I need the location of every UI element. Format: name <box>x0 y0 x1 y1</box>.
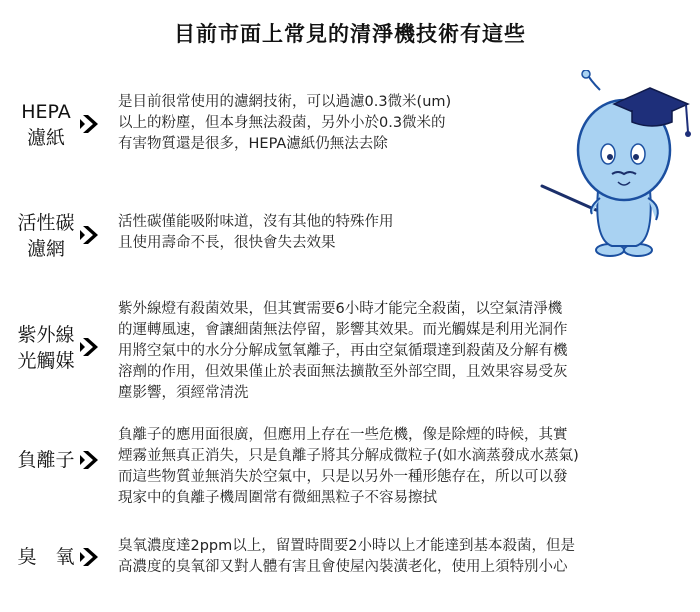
arrow-right-icon <box>80 113 102 135</box>
desc-line: 且使用壽命不長，很快會失去效果 <box>118 235 336 251</box>
arrow-right-icon <box>80 336 102 358</box>
label-ozone <box>0 544 92 570</box>
pointer-stick <box>542 186 596 210</box>
arrow-right-icon <box>80 224 102 246</box>
label-uv-line2: 光觸媒 <box>17 350 75 372</box>
label-ion-line1: 負離子 <box>17 449 75 471</box>
desc-line: 以上的粉塵，但本身無法殺菌，另外小於0.3微米的 <box>118 115 446 131</box>
page-title: 目前市面上常見的清淨機技術有這些 <box>174 22 526 46</box>
arrow-right-icon <box>80 546 102 568</box>
label-ozone-line1: 臭 氧 <box>17 546 75 568</box>
label-carbon-line2: 濾網 <box>26 238 65 260</box>
label-uv-line1: 紫外線 <box>17 324 75 346</box>
label-negative-ion <box>0 447 92 473</box>
label-uv-photocatalyst <box>0 322 92 374</box>
desc-line: 是目前很常使用的濾網技術，可以過濾0.3微米(um) <box>118 94 452 110</box>
desc-line: 塵影響，須經常清洗 <box>118 385 249 401</box>
label-activated-carbon <box>0 210 92 262</box>
desc-line: 有害物質還是很多，HEPA濾紙仍無法去除 <box>118 136 388 152</box>
desc-line: 負離子的應用面很廣，但應用上存在一些危機，像是除煙的時候，其實 <box>118 427 568 443</box>
desc-line: 高濃度的臭氧卻又對人體有害且會使屋內裝潢老化，使用上須特別小心 <box>118 559 568 575</box>
desc-line: 現家中的負離子機周圍常有微細黑粒子不容易擦拭 <box>118 490 437 506</box>
desc-line: 活性碳僅能吸附味道，沒有其他的特殊作用 <box>118 214 394 230</box>
desc-line: 臭氧濃度達2ppm以上，留置時間要2小時以上才能達到基本殺菌，但是 <box>118 538 575 554</box>
desc-line: 煙霧並無真正消失，只是負離子將其分解成微粒子(如水滴蒸發成水蒸氣) <box>118 448 579 464</box>
desc-activated-carbon <box>118 212 394 254</box>
label-hepa-line1: HEPA <box>21 101 71 123</box>
desc-ozone <box>118 536 575 578</box>
arrow-right-icon <box>80 449 102 471</box>
desc-uv-photocatalyst <box>118 299 568 404</box>
desc-negative-ion <box>118 425 579 509</box>
desc-hepa <box>118 92 451 155</box>
label-hepa <box>0 99 92 151</box>
label-hepa-line2: 濾紙 <box>26 127 65 149</box>
desc-line: 紫外線燈有殺菌效果，但其實需要6小時才能完全殺菌，以空氣清淨機 <box>118 301 563 317</box>
desc-line: 溶劑的作用，但效果僅止於表面無法擴散至外部空間，且效果容易受灰 <box>118 364 568 380</box>
label-carbon-line1: 活性碳 <box>17 212 75 234</box>
desc-line: 用將空氣中的水分分解成氫氧離子，再由空氣循環達到殺菌及分解有機 <box>118 343 568 359</box>
desc-line: 的運轉風速，會讓細菌無法停留，影響其效果。而光觸媒是利用光洞作 <box>118 322 568 338</box>
desc-line: 而這些物質並無消失於空氣中，只是以另外一種形態存在，所以可以發 <box>118 469 568 485</box>
mascot-icon <box>538 70 698 260</box>
